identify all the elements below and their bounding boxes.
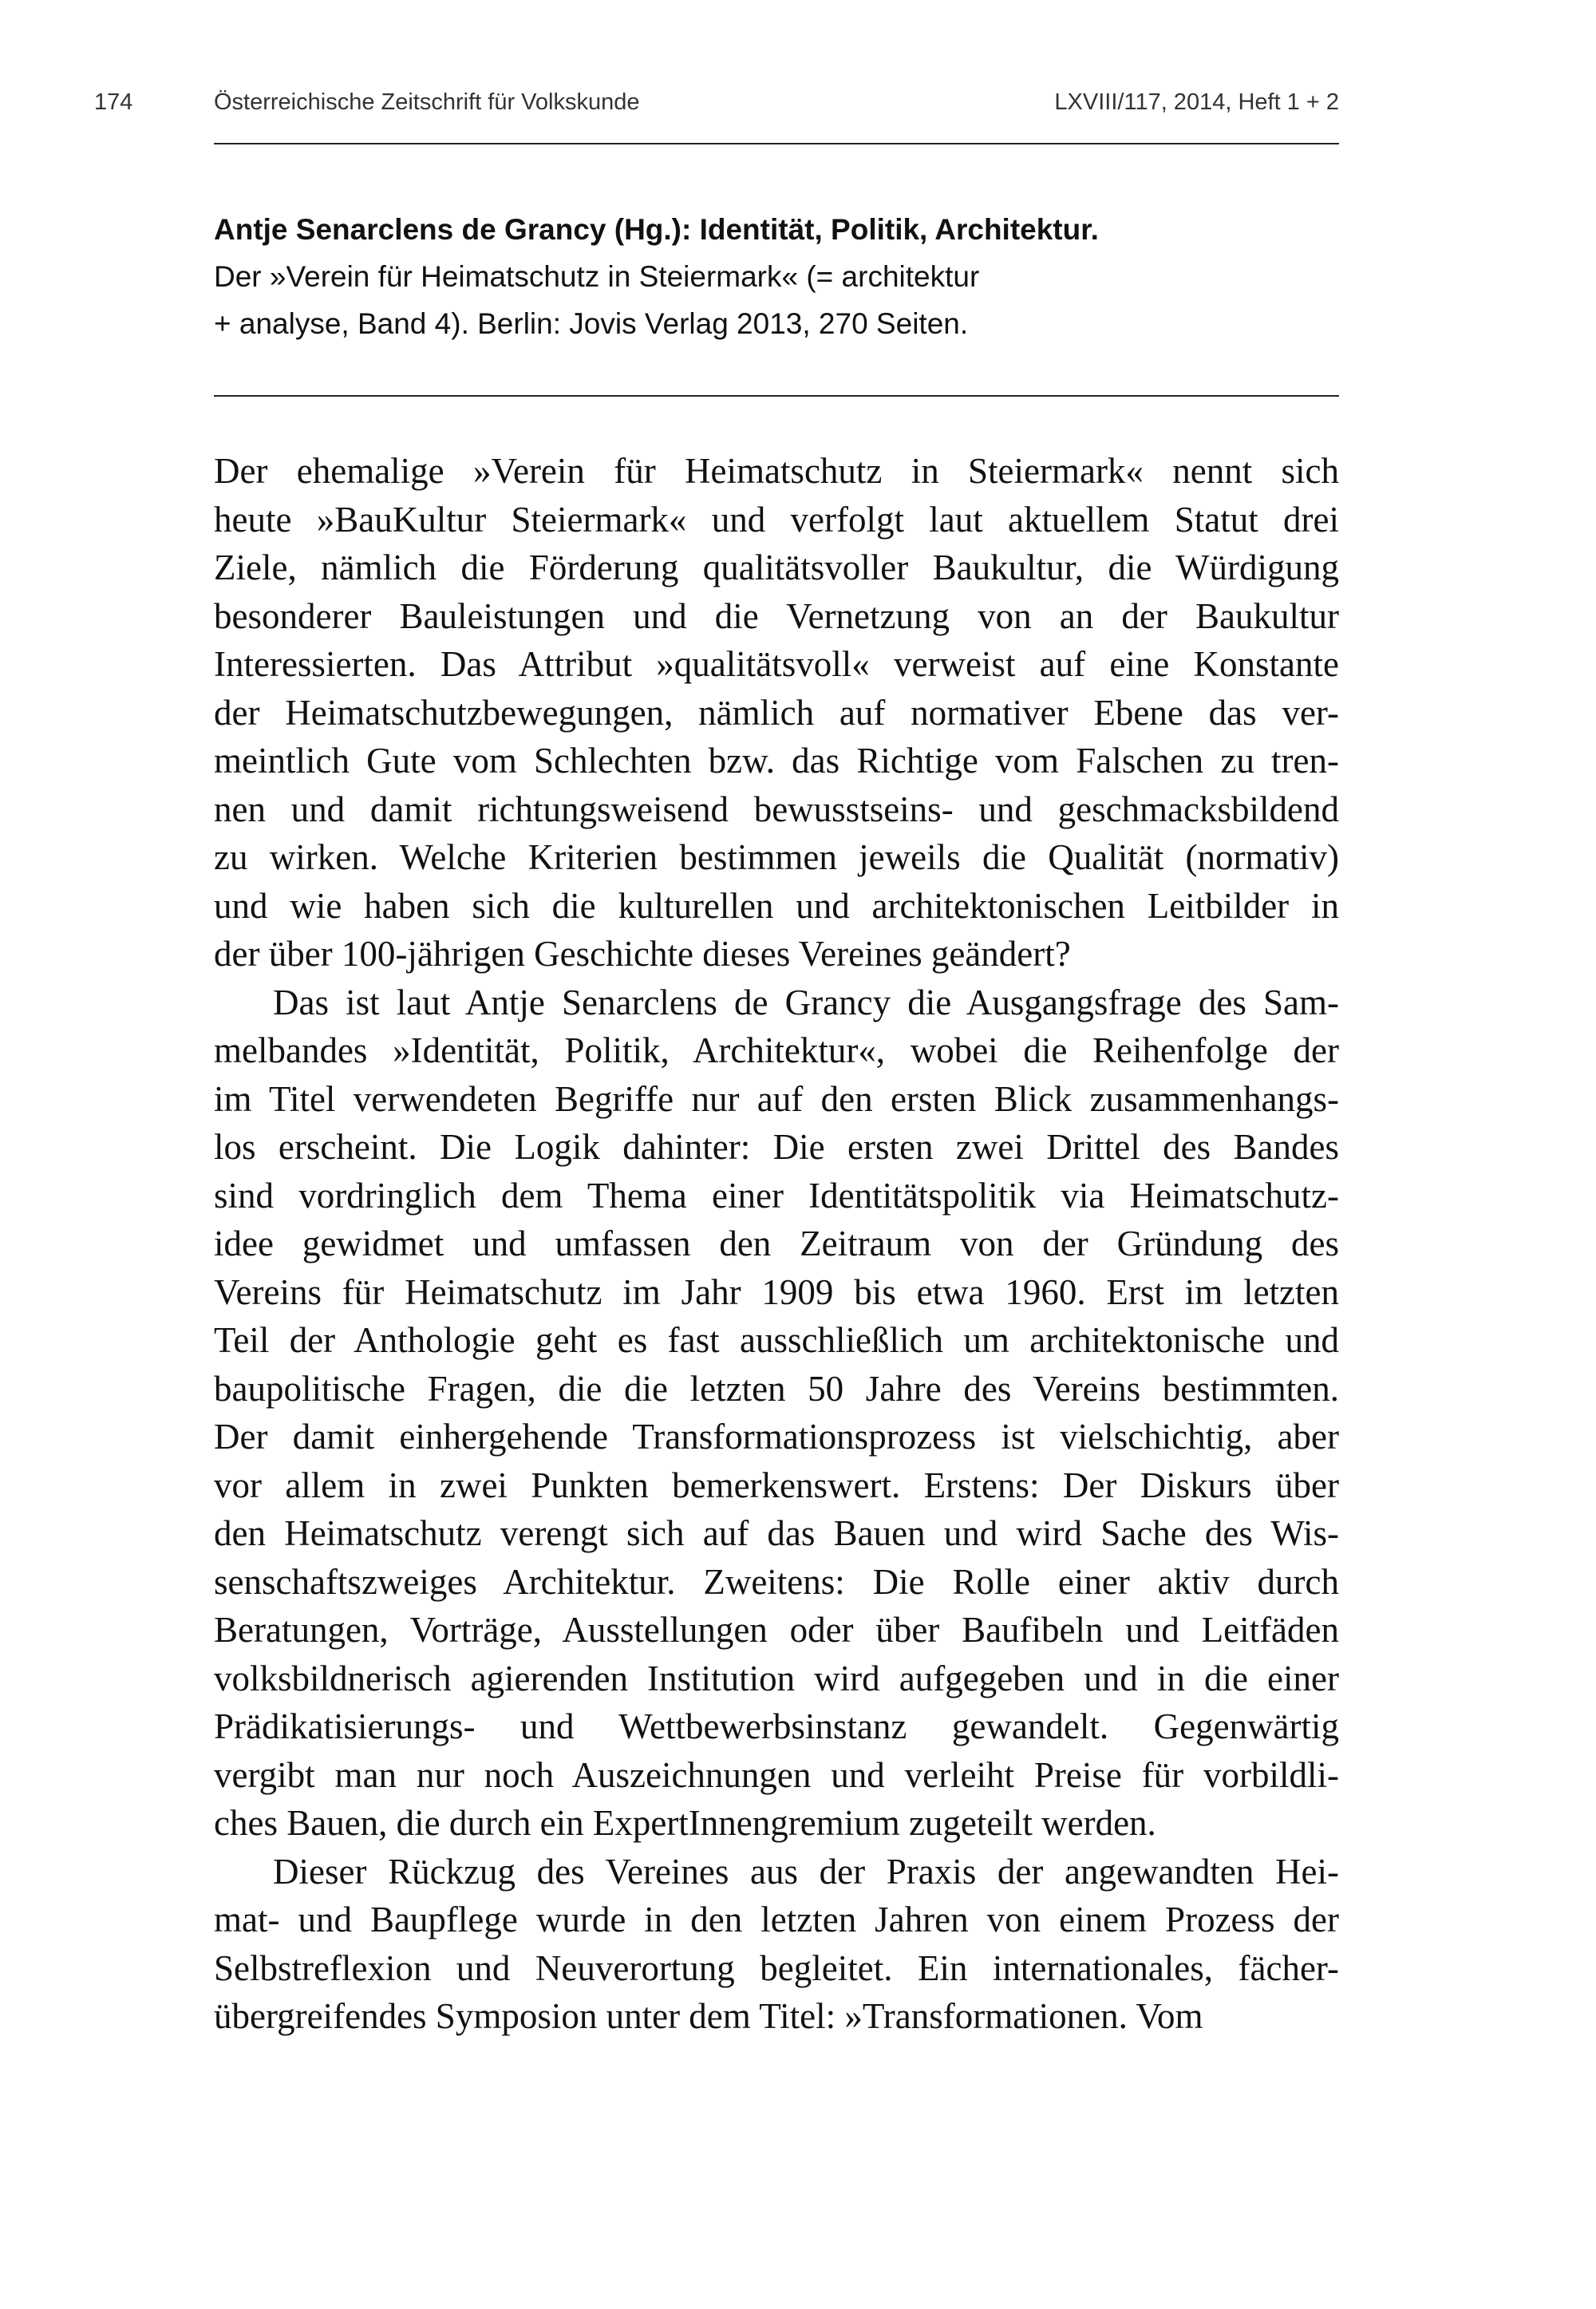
paragraph-line: Prädikatisierungs- und Wettbewerbsinstanz gewandelt. Gegenwärtig [214,1706,1339,1746]
paragraph-line: Das ist laut Antje Senarclens de Grancy die Ausgangsfrage des Sam- [273,982,1339,1022]
paragraph-line: Beratungen, Vorträge, Ausstellungen oder über Baufibeln und Leitfäden [214,1610,1339,1650]
paragraph-line: melbandes »Identität, Politik, Architektur«, wobei die Reihenfolge der [214,1030,1339,1070]
page-number: 174 [94,89,133,115]
paragraph-line: übergreifendes Symposion unter dem Titel: »Transformationen. Vom [214,1996,1203,2036]
review-title [214,206,1339,347]
paragraph-line: los erscheint. Die Logik dahinter: Die ersten zwei Drittel des Bandes [214,1127,1339,1167]
paragraph-line: mat- und Baupflege wurde in den letzten Jahren von einem Prozess der [214,1900,1339,1939]
title-rule [214,395,1339,397]
paragraph-line: im Titel verwendeten Begriffe nur auf den ersten Blick zusammenhangs- [214,1078,1339,1119]
paragraph-line: vor allem in zwei Punkten bemerkenswert. Erstens: Der Diskurs über [214,1465,1339,1505]
paragraph-line: volksbildnerisch agierenden Institution wird aufgegeben und in die einer [214,1658,1339,1698]
paragraph-line: Interessierten. Das Attribut »qualitätsvoll« verweist auf eine Konstante [214,644,1339,684]
paragraph-line: Der damit einhergehende Transformationsprozess ist vielschichtig, aber [214,1417,1339,1457]
paragraph-line: Der ehemalige »Verein für Heimatschutz in Steiermark« nennt sich [214,451,1339,491]
paragraph-line: Dieser Rückzug des Vereines aus der Praxis der angewandten Hei- [273,1851,1339,1892]
paragraph-line: zu wirken. Welche Kriterien bestimmen jeweils die Qualität (normativ) [214,837,1339,877]
paragraph-line: baupolitische Fragen, die die letzten 50 Jahre des Vereins bestimmten. [214,1368,1339,1409]
paragraph-line: der über 100-jährigen Geschichte dieses Vereines geändert? [214,934,1071,974]
paragraph-line: Ziele, nämlich die Förderung qualitätsvoller Baukultur, die Würdigung [214,548,1339,587]
paragraph-line: Selbstreflexion und Neuverortung begleitet. Ein internationales, fächer- [214,1947,1339,1988]
paragraph-line: besonderer Bauleistungen und die Vernetzung von an der Baukultur [214,595,1339,636]
paragraph-line: und wie haben sich die kulturellen und architektonischen Leitbilder in [214,885,1339,926]
paragraph-line: meintlich Gute vom Schlechten bzw. das Richtige vom Falschen zu tren- [214,741,1339,781]
review-title-publication: + analyse, Band 4). Berlin: Jovis Verlag 2013, 270 Seiten. [214,307,969,340]
paragraph-line: Teil der Anthologie geht es fast ausschließlich um architektonische und [214,1320,1339,1360]
paragraph-line: den Heimatschutz verengt sich auf das Bauen und wird Sache des Wis- [214,1513,1339,1553]
paragraph-line: vergibt man nur noch Auszeichnungen und verleiht Preise für vorbildli- [214,1754,1339,1795]
paragraph-line: nen und damit richtungsweisend bewusstseins- und geschmacksbildend [214,789,1339,829]
journal-title: Österreichische Zeitschrift für Volkskunde [214,89,640,115]
paragraph-line: idee gewidmet und umfassen den Zeitraum von der Gründung des [214,1224,1339,1263]
header-rule [214,143,1339,144]
paragraph-line: sind vordringlich dem Thema einer Identitätspolitik via Heimatschutz- [214,1175,1339,1216]
review-body [214,447,1339,2041]
paragraph-line: heute »BauKultur Steiermark« und verfolgt laut aktuellem Statut drei [214,499,1339,540]
paragraph-line: Vereins für Heimatschutz im Jahr 1909 bis etwa 1960. Erst im letzten [214,1271,1339,1312]
paragraph-line: senschaftszweiges Architektur. Zweitens: Die Rolle einer aktiv durch [214,1561,1339,1602]
review-title-subtitle: Der »Verein für Heimatschutz in Steiermark« (= architektur [214,260,980,293]
review-title-heading: Antje Senarclens de Grancy (Hg.): Identität, Politik, Architektur. [214,213,1099,246]
paragraph-line: der Heimatschutzbewegungen, nämlich auf normativer Ebene das ver- [214,692,1339,733]
issue-info: LXVIII/117, 2014, Heft 1 + 2 [1054,89,1339,115]
paragraph-line: ches Bauen, die durch ein ExpertInnengremium zugeteilt werden. [214,1803,1156,1843]
